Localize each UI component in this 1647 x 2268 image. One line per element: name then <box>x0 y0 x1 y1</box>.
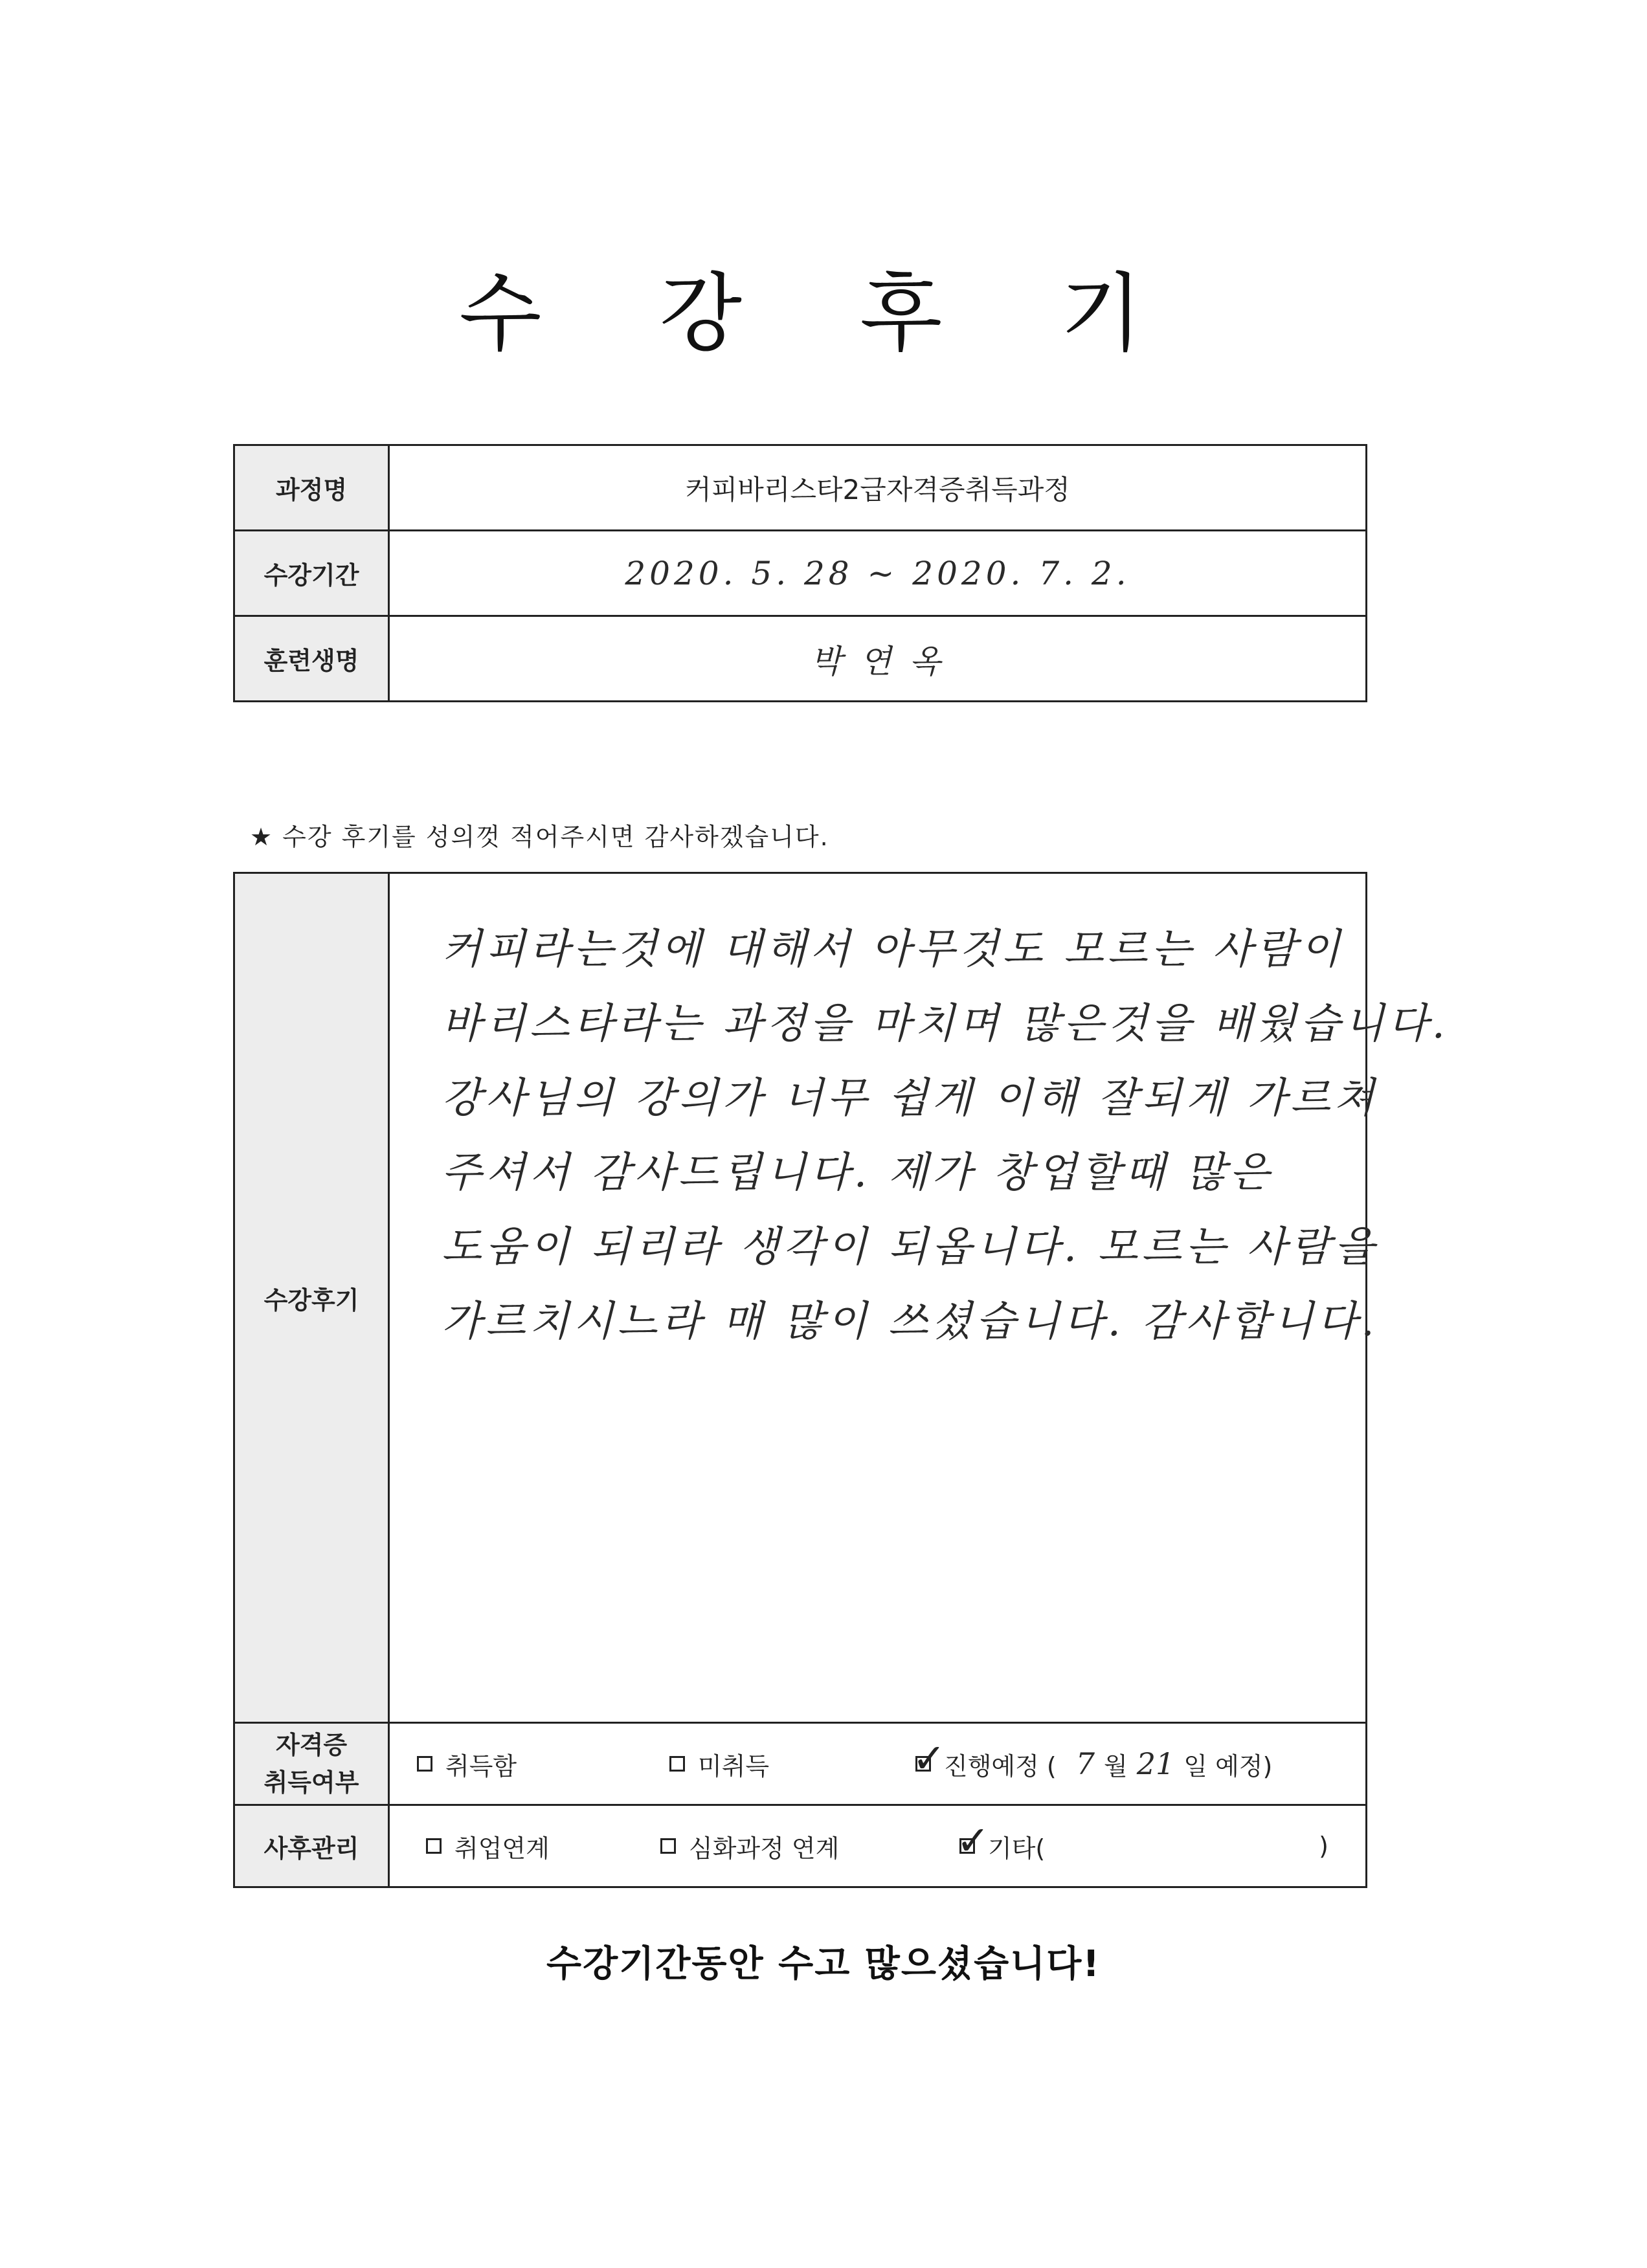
certification-label-line2: 취득여부 <box>263 1768 359 1797</box>
option-planned[interactable] <box>912 1735 1273 1782</box>
course-period-value: 2020. 5. 28 ~ 2020. 7. 2. <box>389 531 1367 616</box>
not-acquired-checkbox[interactable] <box>669 1756 685 1772</box>
planned-day-label: 일 예정) <box>1183 1751 1273 1781</box>
review-line: 도움이 되리라 생각이 되옵니다. 모르는 사람을 <box>442 1223 1378 1271</box>
planned-label: 진행예정 ( <box>944 1751 1057 1781</box>
trainee-name-row <box>234 616 1367 702</box>
option-not-acquired[interactable] <box>669 1746 915 1782</box>
option-job-link[interactable] <box>426 1829 660 1864</box>
handwritten-checkmark-icon: ✓ <box>912 1735 946 1782</box>
course-name-value: 커피바리스타2급자격증취득과정 <box>389 445 1367 531</box>
document-title: 수 강 후 기 <box>459 264 1188 364</box>
acquired-label: 취득함 <box>445 1751 517 1781</box>
course-period-label: 수강기간 <box>234 531 389 616</box>
planned-checkbox[interactable] <box>912 1735 946 1782</box>
option-acquired[interactable] <box>417 1746 669 1782</box>
advanced-course-label: 심화과정 연계 <box>689 1834 840 1863</box>
planned-day-value: 21 <box>1136 1746 1175 1781</box>
option-advanced-course[interactable] <box>660 1829 959 1864</box>
certification-options <box>389 1723 1367 1805</box>
other-label: 기타( <box>988 1834 1046 1863</box>
after-care-options <box>389 1805 1367 1887</box>
other-close-paren: ) <box>1319 1832 1328 1860</box>
review-table <box>233 872 1450 1888</box>
review-line: 가르치시느라 매 많이 쓰셨습니다. 감사합니다. <box>442 1298 1378 1346</box>
option-other[interactable] <box>956 1817 1328 1864</box>
advanced-course-checkbox[interactable] <box>660 1838 676 1854</box>
review-line: 커피라는것에 대해서 아무것도 모르는 사람이 <box>442 926 1345 973</box>
not-acquired-label: 미취득 <box>698 1751 770 1781</box>
trainee-name-value: 박 연 옥 <box>389 616 1367 702</box>
review-line: 강사님의 강의가 너무 쉽게 이해 잘되게 가르쳐 <box>442 1074 1378 1122</box>
job-link-label: 취업연계 <box>454 1834 550 1863</box>
handwritten-checkmark-icon: ✓ <box>956 1817 990 1864</box>
after-care-label: 사후관리 <box>234 1805 389 1887</box>
job-link-checkbox[interactable] <box>426 1838 442 1854</box>
after-care-row <box>234 1805 1367 1887</box>
review-row <box>234 873 1367 1723</box>
review-line: 주셔서 감사드립니다. 제가 창업할때 많은 <box>442 1149 1273 1197</box>
course-name-row <box>234 445 1367 531</box>
review-handwriting <box>390 874 1450 1359</box>
course-period-row <box>234 531 1367 616</box>
review-text-cell <box>389 873 1450 1723</box>
certification-row <box>234 1723 1367 1805</box>
certification-label <box>234 1723 389 1805</box>
notice-text: ★ 수강 후기를 성의껏 적어주시면 감사하겠습니다. <box>250 823 829 851</box>
trainee-name-label: 훈련생명 <box>234 616 389 702</box>
review-label: 수강후기 <box>234 873 389 1723</box>
certification-label-line1: 자격증 <box>275 1731 348 1759</box>
other-checkbox[interactable] <box>956 1817 990 1864</box>
review-line: 바리스타라는 과정을 마치며 많은것을 배웠습니다. <box>442 1000 1450 1048</box>
planned-month-label: 월 <box>1104 1751 1128 1781</box>
closing-message: 수강기간동안 수고 많으셨습니다! <box>546 1943 1101 1985</box>
planned-month-value: 7 <box>1075 1746 1095 1781</box>
acquired-checkbox[interactable] <box>417 1756 432 1772</box>
course-name-label: 과정명 <box>234 445 389 531</box>
course-info-table <box>233 444 1367 702</box>
